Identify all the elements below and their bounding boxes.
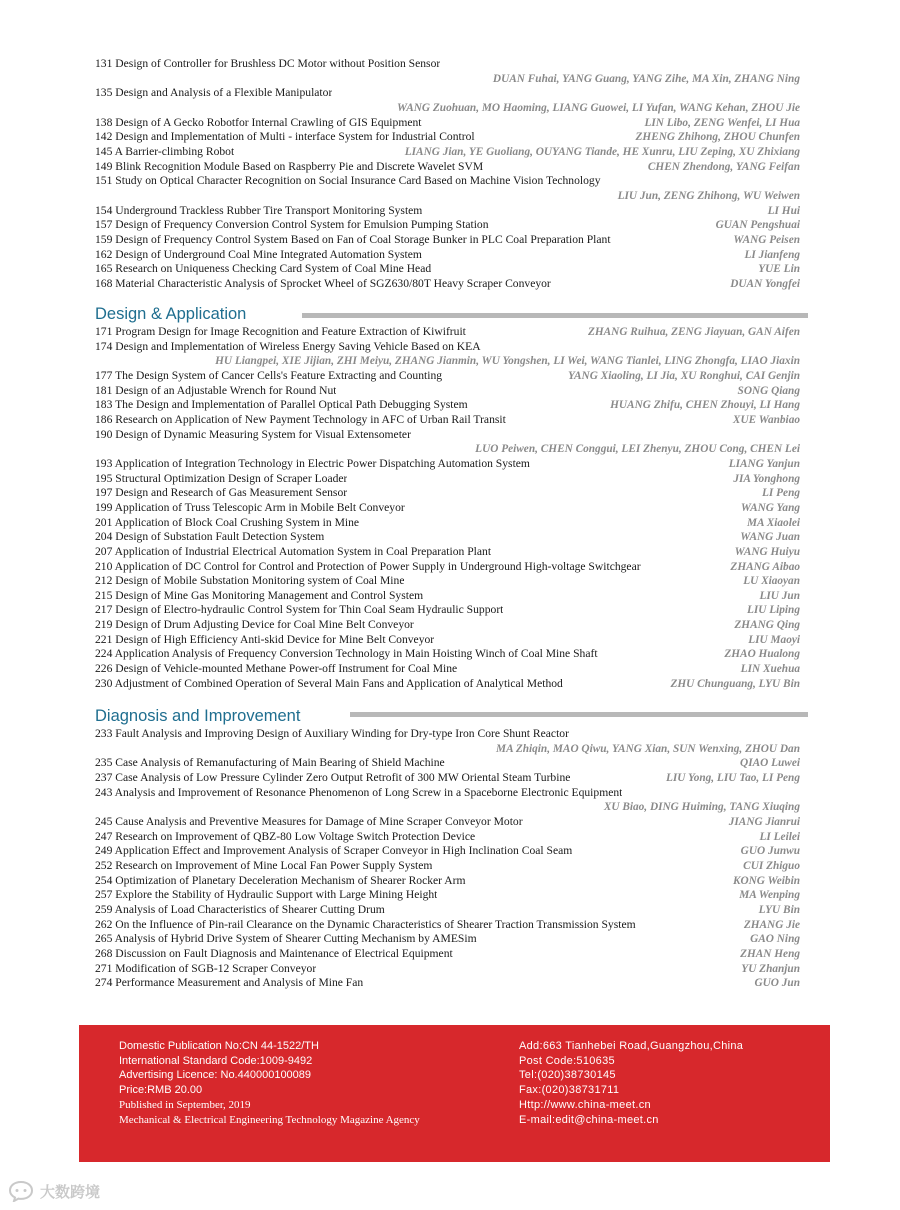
entry-authors: HU Liangpei, XIE Jijian, ZHI Meiyu, ZHANG Jianmin, WU Yongshen, LI Wei, WANG Tianlei, LING Zhongfa, LIAO Jiaxin (215, 355, 800, 368)
entry-title: 154 Underground Trackless Rubber Tire Transport Monitoring System (95, 203, 423, 217)
entry-authors: WANG Huiyu (734, 545, 800, 558)
toc-entry[interactable] (95, 516, 800, 531)
toc-entry[interactable] (95, 932, 800, 947)
entry-authors: ZHANG Aibao (730, 560, 800, 573)
footer-postcode: Post Code:510635 (519, 1054, 615, 1067)
entry-title: 199 Application of Truss Telescopic Arm in Mobile Belt Conveyor (95, 500, 405, 514)
toc-entry[interactable] (95, 57, 800, 86)
entry-authors: DUAN Yongfei (730, 277, 800, 290)
footer-line: Published in September, 2019 (119, 1098, 251, 1111)
toc-entry[interactable] (95, 677, 800, 692)
entry-authors: LUO Peiwen, CHEN Conggui, LEI Zhenyu, ZHOU Cong, CHEN Lei (475, 443, 800, 456)
entry-authors: GUAN Pengshuai (715, 219, 800, 232)
entry-authors: ZHANG Jie (743, 918, 800, 931)
entry-title: 183 The Design and Implementation of Parallel Optical Path Debugging System (95, 398, 468, 412)
entry-authors: DUAN Fuhai, YANG Guang, YANG Zihe, MA Xin, ZHANG Ning (492, 72, 800, 85)
entry-authors: WANG Zuohuan, MO Haoming, LIANG Guowei, LI Yufan, WANG Kehan, ZHOU Jie (397, 101, 800, 114)
toc-entry[interactable] (95, 727, 800, 756)
entry-authors: LIU Yong, LIU Tao, LI Peng (665, 771, 800, 784)
toc-entry[interactable] (95, 501, 800, 516)
entry-title: 197 Design and Research of Gas Measurement Sensor (95, 486, 348, 500)
toc-entry[interactable] (95, 398, 800, 413)
toc-entry[interactable] (95, 530, 800, 545)
entry-authors: LIU Maoyi (748, 633, 800, 646)
section-title: Diagnosis and Improvement (95, 707, 301, 725)
toc-entry[interactable] (95, 589, 800, 604)
entry-authors: ZHANG Qing (734, 619, 800, 632)
entry-title: 259 Analysis of Load Characteristics of Shearer Cutting Drum (95, 902, 385, 916)
entry-title: 157 Design of Frequency Conversion Control System for Emulsion Pumping Station (95, 218, 489, 232)
entry-title: 135 Design and Analysis of a Flexible Manipulator (95, 86, 333, 100)
entry-authors: LYU Bin (758, 903, 800, 916)
entry-authors: JIA Yonghong (733, 472, 800, 485)
footer-line: Price:RMB 20.00 (119, 1084, 203, 1097)
toc-entry[interactable] (95, 116, 800, 131)
entry-title: 210 Application of DC Control for Control and Protection of Power Supply in Underground High-voltage Switchgear (95, 559, 641, 573)
toc-design-application-list (95, 325, 800, 691)
entry-title: 224 Application Analysis of Frequency Conversion Technology in Main Hoisting Winch of Coal Mine Shaft (95, 647, 598, 661)
entry-title: 257 Explore the Stability of Hydraulic Support with Large Mining Height (95, 888, 438, 902)
entry-title: 171 Program Design for Image Recognition and Feature Extraction of Kiwifruit (95, 325, 466, 338)
entry-authors: KONG Weibin (732, 874, 800, 887)
entry-authors: WANG Yang (740, 501, 800, 514)
toc-top-list (95, 57, 800, 292)
chat-bubble-icon (8, 1180, 36, 1202)
entry-authors: LIU Jun (759, 589, 800, 602)
entry-title: 217 Design of Electro-hydraulic Control System for Thin Coal Seam Hydraulic Support (95, 603, 504, 617)
footer-fax: Fax:(020)38731711 (519, 1084, 620, 1097)
entry-authors: LIANG Jian, YE Guoliang, OUYANG Tiande, HE Xunru, LIU Zeping, XU Zhixiang (404, 145, 800, 158)
entry-title: 186 Research on Application of New Payment Technology in AFC of Urban Rail Transit (95, 412, 506, 426)
entry-authors: SONG Qiang (737, 384, 800, 397)
entry-authors: ZHAN Heng (740, 947, 800, 960)
entry-authors: LIN Libo, ZENG Wenfei, LI Hua (644, 116, 800, 129)
entry-title: 145 A Barrier-climbing Robot (95, 144, 235, 158)
entry-title: 204 Design of Substation Fault Detection System (95, 530, 325, 544)
entry-authors: LIANG Yanjun (728, 457, 800, 470)
toc-entry[interactable] (95, 204, 800, 219)
entry-title: 142 Design and Implementation of Multi - interface System for Industrial Control (95, 130, 475, 144)
entry-title: 249 Application Effect and Improvement Analysis of Scraper Conveyor in High Inclination Coal Seam (95, 844, 573, 858)
entry-title: 165 Research on Uniqueness Checking Card System of Coal Mine Head (95, 262, 432, 276)
entry-title: 219 Design of Drum Adjusting Device for Coal Mine Belt Conveyor (95, 618, 414, 632)
toc-entry[interactable] (95, 472, 800, 487)
entry-title: 195 Structural Optimization Design of Scraper Loader (95, 471, 348, 485)
entry-authors: MA Wenping (739, 889, 800, 902)
entry-title: 221 Design of High Efficiency Anti-skid Device for Mine Belt Conveyor (95, 632, 435, 646)
toc-entry[interactable] (95, 457, 800, 472)
toc-entry[interactable] (95, 874, 800, 889)
entry-authors: YU Zhanjun (741, 962, 800, 975)
entry-title: 201 Application of Block Coal Crushing System in Mine (95, 515, 360, 529)
toc-entry[interactable] (95, 574, 800, 589)
toc-entry[interactable] (95, 962, 800, 977)
entry-authors: GAO Ning (750, 933, 800, 946)
footer-address: Add:663 Tianhebei Road,Guangzhou,China (519, 1040, 744, 1052)
toc-entry[interactable] (95, 545, 800, 560)
entry-title: 207 Application of Industrial Electrical Automation System in Coal Preparation Plant (95, 544, 492, 558)
entry-authors: HUANG Zhifu, CHEN Zhouyi, LI Hang (610, 399, 800, 412)
entry-authors: YANG Xiaoling, LI Jia, XU Ronghui, CAI Genjin (567, 369, 800, 382)
entry-authors: LI Peng (762, 487, 800, 500)
watermark-text: 大数跨境 (40, 1182, 101, 1201)
toc-entry[interactable] (95, 771, 800, 786)
toc-diagnosis-improvement-list (95, 727, 800, 991)
toc-entry[interactable] (95, 756, 800, 771)
entry-title: 274 Performance Measurement and Analysis of Mine Fan (95, 976, 364, 990)
toc-entry[interactable] (95, 633, 800, 648)
toc-entry[interactable] (95, 859, 800, 874)
entry-authors: MA Zhiqin, MAO Qiwu, YANG Xian, SUN Wenxing, ZHOU Dan (496, 742, 800, 755)
entry-authors: ZHANG Ruihua, ZENG Jiayuan, GAN Aifen (587, 326, 800, 338)
entry-authors: LIU Liping (746, 604, 800, 617)
entry-authors: ZHAO Hualong (724, 648, 800, 661)
toc-entry[interactable] (95, 844, 800, 859)
entry-authors: LI Jianfeng (744, 248, 800, 261)
toc-entry[interactable] (95, 340, 800, 369)
entry-title: 138 Design of A Gecko Robotfor Internal Crawling of GIS Equipment (95, 115, 422, 129)
entry-title: 268 Discussion on Fault Diagnosis and Maintenance of Electrical Equipment (95, 946, 453, 960)
entry-title: 177 The Design System of Cancer Cells's Feature Extracting and Counting (95, 368, 443, 382)
entry-title: 168 Material Characteristic Analysis of Sprocket Wheel of SGZ630/80T Heavy Scraper Conveyor (95, 276, 551, 290)
footer-website[interactable]: Http://www.china-meet.cn (519, 1098, 651, 1111)
toc-entry[interactable] (95, 662, 800, 677)
toc-entry[interactable] (95, 218, 800, 233)
entry-authors: CHEN Zhendong, YANG Feifan (647, 160, 800, 173)
toc-entry[interactable] (95, 277, 800, 292)
toc-entry[interactable] (95, 384, 800, 399)
entry-authors: GUO Junwu (740, 845, 800, 858)
footer-line: Mechanical & Electrical Engineering Technology Magazine Agency (119, 1113, 420, 1126)
footer-tel: Tel:(020)38730145 (519, 1069, 616, 1082)
entry-authors: QIAO Luwei (740, 757, 800, 770)
toc-entry[interactable] (95, 830, 800, 845)
toc-entry[interactable] (95, 428, 800, 457)
toc-entry[interactable] (95, 815, 800, 830)
entry-authors: GUO Jun (754, 977, 800, 990)
toc-entry[interactable] (95, 262, 800, 277)
entry-title: 235 Case Analysis of Remanufacturing of Main Bearing of Shield Machine (95, 756, 445, 770)
entry-title: 271 Modification of SGB-12 Scraper Conveyor (95, 961, 317, 975)
entry-title: 262 On the Influence of Pin-rail Clearance on the Dynamic Characteristics of Shearer Traction Transmission System (95, 917, 636, 931)
toc-entry[interactable] (95, 486, 800, 501)
entry-title: 233 Fault Analysis and Improving Design of Auxiliary Winding for Dry-type Iron Core Shunt Reactor (95, 727, 569, 740)
toc-entry[interactable] (95, 918, 800, 933)
entry-title: 230 Adjustment of Combined Operation of Several Main Fans and Application of Analytical Method (95, 676, 563, 690)
entry-title: 159 Design of Frequency Control System Based on Fan of Coal Storage Bunker in PLC Coal Preparation Plant (95, 232, 611, 246)
entry-title: 190 Design of Dynamic Measuring System for Visual Extensometer (95, 427, 411, 441)
toc-entry[interactable] (95, 947, 800, 962)
toc-entry[interactable] (95, 786, 800, 815)
entry-authors: LI Hui (767, 204, 800, 217)
entry-title: 245 Cause Analysis and Preventive Measures for Damage of Mine Scraper Conveyor Motor (95, 814, 523, 828)
entry-title: 254 Optimization of Planetary Deceleration Mechanism of Shearer Rocker Arm (95, 873, 466, 887)
footer-line: Advertising Licence: No.440000100089 (119, 1069, 312, 1082)
entry-authors: XUE Wanbiao (732, 413, 800, 426)
entry-title: 193 Application of Integration Technology in Electric Power Dispatching Automation System (95, 456, 530, 470)
section-rule (350, 712, 808, 717)
entry-title: 226 Design of Vehicle-mounted Methane Power-off Instrument for Coal Mine (95, 662, 458, 676)
toc-entry[interactable] (95, 560, 800, 575)
entry-title: 237 Case Analysis of Low Pressure Cylinder Zero Output Retrofit of 300 MW Oriental Steam Turbine (95, 770, 571, 784)
toc-entry[interactable] (95, 233, 800, 248)
entry-title: 162 Design of Underground Coal Mine Integrated Automation System (95, 247, 422, 261)
entry-authors: YUE Lin (758, 263, 800, 276)
toc-entry[interactable] (95, 369, 800, 384)
entry-title: 174 Design and Implementation of Wireless Energy Saving Vehicle Based on KEA (95, 339, 481, 353)
entry-authors: ZHU Chunguang, LYU Bin (670, 677, 800, 690)
entry-title: 215 Design of Mine Gas Monitoring Management and Control System (95, 588, 424, 602)
entry-authors: CUI Zhiguo (743, 859, 800, 872)
entry-title: 131 Design of Controller for Brushless DC Motor without Position Sensor (95, 57, 441, 70)
entry-title: 151 Study on Optical Character Recognition on Social Insurance Card Based on Machine Vision Technology (95, 174, 601, 188)
entry-authors: LIU Jun, ZENG Zhihong, WU Weiwen (617, 189, 800, 202)
entry-title: 212 Design of Mobile Substation Monitoring system of Coal Mine (95, 574, 405, 588)
toc-entry[interactable] (95, 903, 800, 918)
toc-entry[interactable] (95, 603, 800, 618)
toc-entry[interactable] (95, 86, 800, 115)
footer-line: International Standard Code:1009-9492 (119, 1054, 313, 1067)
section-rule (302, 313, 808, 318)
toc-entry[interactable] (95, 130, 800, 145)
entry-authors: MA Xiaolei (746, 516, 800, 529)
entry-title: 247 Research on Improvement of QBZ-80 Low Voltage Switch Protection Device (95, 829, 476, 843)
footer-publication-info (119, 1039, 420, 1127)
toc-entry[interactable] (95, 888, 800, 903)
section-title: Design & Application (95, 305, 247, 323)
footer-contact-info (519, 1039, 743, 1127)
toc-entry[interactable] (95, 647, 800, 662)
toc-entry[interactable] (95, 174, 800, 203)
toc-entry[interactable] (95, 618, 800, 633)
entry-title: 181 Design of an Adjustable Wrench for Round Nut (95, 383, 337, 397)
watermark (8, 1178, 100, 1204)
footer-email[interactable]: E-mail:edit@china-meet.cn (519, 1113, 659, 1126)
entry-authors: XU Biao, DING Huiming, TANG Xiuqing (603, 801, 800, 814)
toc-entry[interactable] (95, 160, 800, 175)
toc-entry[interactable] (95, 145, 800, 160)
footer-banner (79, 1025, 830, 1162)
entry-title: 243 Analysis and Improvement of Resonance Phenomenon of Long Screw in a Spaceborne Electronic Equipment (95, 785, 623, 799)
entry-authors: WANG Juan (740, 531, 800, 544)
entry-authors: ZHENG Zhihong, ZHOU Chunfen (635, 131, 800, 144)
entry-authors: JIANG Jianrui (728, 815, 800, 828)
entry-authors: WANG Peisen (733, 233, 800, 246)
entry-title: 265 Analysis of Hybrid Drive System of Shearer Cutting Mechanism by AMESim (95, 932, 477, 946)
footer-line: Domestic Publication No:CN 44-1522/TH (119, 1040, 319, 1052)
toc-entry[interactable] (95, 413, 800, 428)
toc-entry[interactable] (95, 976, 800, 991)
entry-authors: LU Xiaoyan (743, 575, 800, 588)
toc-entry[interactable] (95, 325, 800, 340)
entry-title: 252 Research on Improvement of Mine Local Fan Power Supply System (95, 858, 433, 872)
entry-title: 149 Blink Recognition Module Based on Raspberry Pie and Discrete Wavelet SVM (95, 159, 484, 173)
toc-entry[interactable] (95, 248, 800, 263)
entry-authors: LI Leilei (759, 830, 800, 843)
entry-authors: LIN Xuehua (740, 663, 800, 676)
